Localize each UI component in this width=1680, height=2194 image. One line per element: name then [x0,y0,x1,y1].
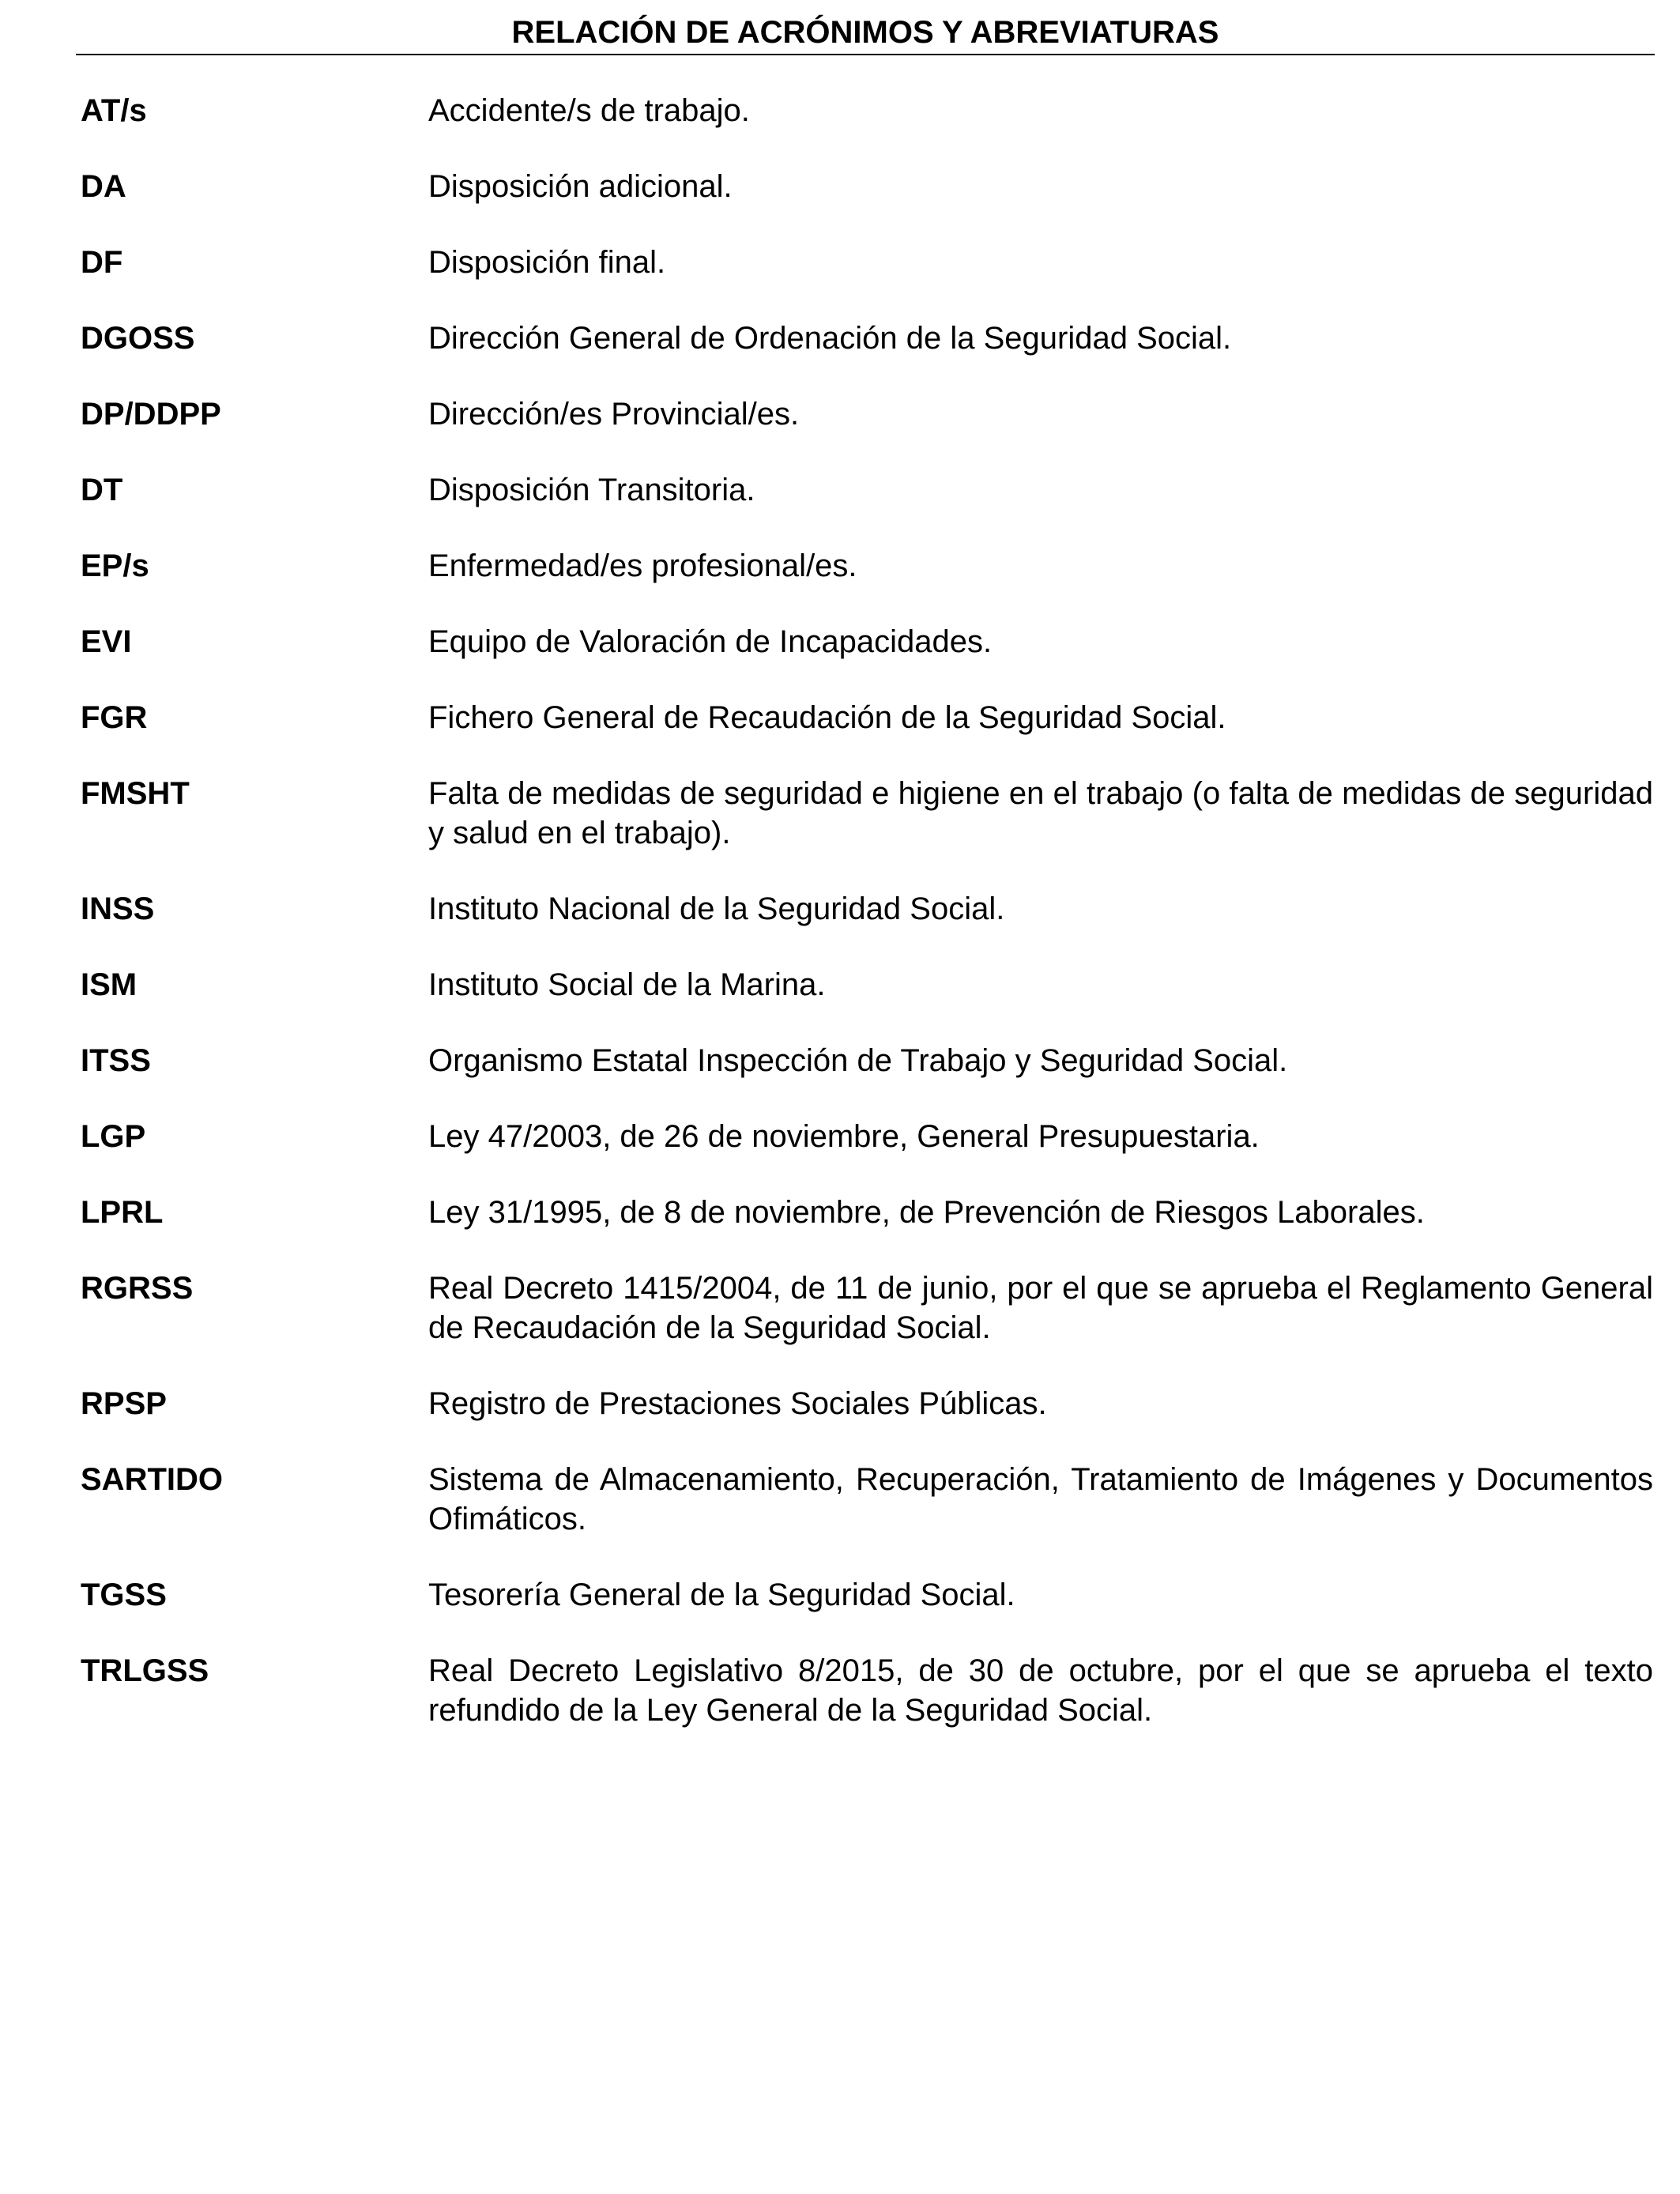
acronym-definition: Ley 47/2003, de 26 de noviembre, General Presupuestaria. [428,1119,1260,1154]
acronym-entry [81,1269,1653,1348]
acronym-definition: Dirección General de Ordenación de la Seguridad Social. [428,321,1232,356]
acronym-definition: Registro de Prestaciones Sociales Públicas. [428,1386,1047,1421]
acronym-definition: Organismo Estatal Inspección de Trabajo y Seguridad Social. [428,1043,1288,1078]
acronym-term: LGP [81,1119,146,1154]
acronym-term: INSS [81,892,155,926]
acronym-definition: Disposición Transitoria. [428,473,755,507]
acronym-entry [81,889,1653,929]
page-header [76,14,1655,55]
acronym-term: EP/s [81,548,149,583]
acronym-definition: Dirección/es Provincial/es. [428,397,800,432]
acronym-term: AT/s [81,93,147,128]
acronym-term: ITSS [81,1043,151,1078]
acronym-term: DT [81,473,123,507]
acronym-term: EVI [81,624,132,659]
acronym-term: SARTIDO [81,1462,223,1497]
acronym-definition: Ley 31/1995, de 8 de noviembre, de Prevención de Riesgos Laborales. [428,1195,1425,1230]
page-title: RELACIÓN DE ACRÓNIMOS Y ABREVIATURAS [511,15,1219,50]
acronym-definition: Real Decreto 1415/2004, de 11 de junio, por el que se aprueba el Reglamento General de Recaudación de la Seguridad Social. [428,1271,1653,1345]
acronym-entry [81,622,1653,662]
acronym-definition: Sistema de Almacenamiento, Recuperación, Tratamiento de Imágenes y Documentos Ofimáticos. [428,1462,1653,1536]
acronym-entry [81,698,1653,737]
acronym-term: DA [81,169,126,204]
acronym-entry [81,1575,1653,1615]
acronym-term: DGOSS [81,321,195,356]
acronym-term: FGR [81,700,148,735]
acronym-list [81,91,1653,1766]
acronym-entry [81,470,1653,510]
acronym-definition: Instituto Social de la Marina. [428,967,826,1002]
acronym-entry [81,167,1653,206]
acronym-definition: Fichero General de Recaudación de la Seguridad Social. [428,700,1226,735]
acronym-definition: Disposición final. [428,245,666,280]
acronym-entry [81,1384,1653,1423]
acronym-entry [81,1651,1653,1730]
acronym-entry [81,1460,1653,1539]
acronym-term: DF [81,245,123,280]
acronym-definition: Falta de medidas de seguridad e higiene en el trabajo (o falta de medidas de seguridad y salud en el trabajo). [428,776,1653,850]
acronym-entry [81,91,1653,130]
acronym-term: TGSS [81,1578,167,1612]
acronym-term: DP/DDPP [81,397,221,432]
acronym-entry [81,394,1653,434]
acronym-definition: Equipo de Valoración de Incapacidades. [428,624,993,659]
acronym-definition: Instituto Nacional de la Seguridad Social. [428,892,1005,926]
acronym-entry [81,965,1653,1005]
acronym-definition: Tesorería General de la Seguridad Social. [428,1578,1015,1612]
acronym-term: TRLGSS [81,1653,209,1688]
acronym-term: RGRSS [81,1271,194,1306]
acronym-term: LPRL [81,1195,164,1230]
acronym-term: FMSHT [81,776,190,811]
acronym-definition: Real Decreto Legislativo 8/2015, de 30 de octubre, por el que se aprueba el texto refundido de la Ley General de la Seguridad Social. [428,1653,1653,1728]
acronym-entry [81,546,1653,586]
acronym-definition: Enfermedad/es profesional/es. [428,548,857,583]
acronym-definition: Accidente/s de trabajo. [428,93,750,128]
acronym-definition: Disposición adicional. [428,169,733,204]
acronym-entry [81,1193,1653,1232]
acronym-term: RPSP [81,1386,167,1421]
acronym-entry [81,319,1653,358]
acronym-entry [81,1117,1653,1156]
acronym-term: ISM [81,967,137,1002]
acronym-entry [81,1041,1653,1080]
acronym-entry [81,774,1653,853]
acronym-entry [81,243,1653,282]
